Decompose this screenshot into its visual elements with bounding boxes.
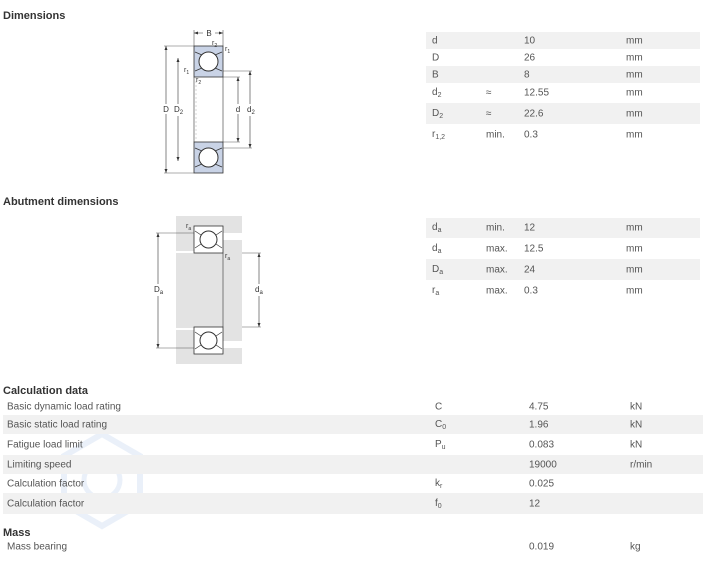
value: 12.5 bbox=[524, 243, 544, 254]
value: 4.75 bbox=[529, 401, 549, 412]
qualifier: ≈ bbox=[486, 87, 492, 99]
label-ra-top: $r_a$ bbox=[186, 223, 192, 232]
label: Calculation factor bbox=[7, 498, 85, 509]
symbol: $C_0$ bbox=[435, 418, 447, 431]
label: Fatigue load limit bbox=[7, 439, 83, 450]
label-D: D bbox=[163, 105, 169, 114]
label-r1-left: $r_1$ bbox=[184, 67, 190, 76]
symbol: $r_{1,2}$ bbox=[432, 128, 446, 141]
symbol: $D_2$ bbox=[432, 107, 444, 120]
label-r2-left: $r_2$ bbox=[196, 77, 202, 86]
dim-row bbox=[426, 103, 700, 124]
unit: kN bbox=[630, 401, 643, 412]
unit: mm bbox=[626, 52, 643, 63]
calculation-table bbox=[3, 398, 703, 514]
abut-row bbox=[426, 259, 700, 280]
mass-table bbox=[3, 539, 703, 555]
bearing-dimensions-drawing bbox=[155, 24, 265, 176]
label-d: d bbox=[235, 105, 241, 114]
dim-row bbox=[426, 66, 700, 83]
label-r2-top: $r_2$ bbox=[212, 40, 218, 49]
value: 19000 bbox=[529, 459, 557, 470]
label-d2: $d_2$ bbox=[247, 105, 255, 116]
label-Da: $D_a$ bbox=[154, 285, 164, 296]
unit: mm bbox=[626, 243, 643, 254]
symbol: D bbox=[432, 52, 440, 63]
abut-row bbox=[426, 280, 700, 301]
value: 12 bbox=[524, 222, 536, 234]
label: Basic dynamic load rating bbox=[7, 401, 121, 412]
label: Calculation factor bbox=[7, 478, 85, 489]
qualifier: max. bbox=[486, 243, 508, 254]
mass-title: Mass bbox=[3, 527, 31, 539]
value: 1.96 bbox=[529, 419, 549, 430]
value: 12 bbox=[529, 498, 541, 509]
dimensions-table bbox=[426, 32, 700, 145]
qualifier: min. bbox=[486, 222, 505, 234]
dim-row bbox=[426, 32, 700, 49]
value: 0.3 bbox=[524, 129, 538, 140]
abutment-table bbox=[426, 218, 700, 301]
dimensions-title: Dimensions bbox=[3, 10, 66, 22]
value: 12.55 bbox=[524, 87, 550, 99]
unit: mm bbox=[626, 35, 643, 46]
value: 8 bbox=[524, 69, 530, 80]
unit: kg bbox=[630, 541, 641, 553]
unit: kN bbox=[630, 439, 643, 450]
label: Basic static load rating bbox=[7, 419, 108, 430]
abutment-drawing bbox=[150, 212, 270, 368]
dim-row bbox=[426, 83, 700, 103]
label: Mass bearing bbox=[7, 541, 68, 553]
value: 0.019 bbox=[529, 541, 555, 553]
label: Limiting speed bbox=[7, 459, 72, 470]
qualifier: max. bbox=[486, 285, 508, 296]
abut-row bbox=[426, 238, 700, 259]
unit: mm bbox=[626, 264, 643, 275]
label-D2: $D_2$ bbox=[174, 105, 184, 116]
value: 10 bbox=[524, 35, 536, 46]
symbol: $r_a$ bbox=[432, 284, 440, 297]
label-r1-top: $r_1$ bbox=[225, 46, 231, 55]
unit: mm bbox=[626, 87, 643, 99]
qualifier: min. bbox=[486, 129, 505, 140]
calc-row bbox=[3, 434, 703, 455]
calculation-title: Calculation data bbox=[3, 385, 88, 397]
abut-row bbox=[426, 218, 700, 238]
unit: mm bbox=[626, 129, 643, 140]
symbol: $f_0$ bbox=[435, 497, 442, 510]
value: 0.3 bbox=[524, 285, 538, 296]
calc-row bbox=[3, 415, 703, 434]
label-B: B bbox=[206, 29, 212, 38]
unit: mm bbox=[626, 222, 643, 234]
qualifier: ≈ bbox=[486, 108, 492, 119]
calc-row bbox=[3, 493, 703, 514]
symbol: C bbox=[435, 401, 443, 412]
symbol: $d_2$ bbox=[432, 87, 442, 99]
calc-row bbox=[3, 455, 703, 474]
value: 24 bbox=[524, 264, 536, 275]
mass-row bbox=[3, 539, 703, 555]
value: 0.025 bbox=[529, 478, 555, 489]
value: 22.6 bbox=[524, 108, 544, 119]
symbol: d bbox=[432, 35, 438, 46]
label-da: $d_a$ bbox=[255, 285, 263, 296]
qualifier: max. bbox=[486, 264, 508, 275]
symbol: $d_a$ bbox=[432, 242, 442, 255]
symbol: $P_u$ bbox=[435, 438, 446, 451]
dim-row bbox=[426, 49, 700, 66]
symbol: $d_a$ bbox=[432, 222, 442, 234]
unit: mm bbox=[626, 69, 643, 80]
abutment-title: Abutment dimensions bbox=[3, 196, 119, 208]
symbol: $k_r$ bbox=[435, 477, 443, 490]
symbol: B bbox=[432, 69, 439, 80]
unit: r/min bbox=[630, 459, 653, 470]
label-ra-shaft: $r_a$ bbox=[225, 253, 231, 262]
symbol: $D_a$ bbox=[432, 263, 444, 276]
unit: mm bbox=[626, 108, 643, 119]
calc-row bbox=[3, 474, 703, 493]
value: 0.083 bbox=[529, 439, 555, 450]
value: 26 bbox=[524, 52, 536, 63]
dim-row bbox=[426, 124, 700, 145]
calc-row bbox=[3, 398, 703, 415]
unit: kN bbox=[630, 419, 643, 430]
unit: mm bbox=[626, 285, 643, 296]
